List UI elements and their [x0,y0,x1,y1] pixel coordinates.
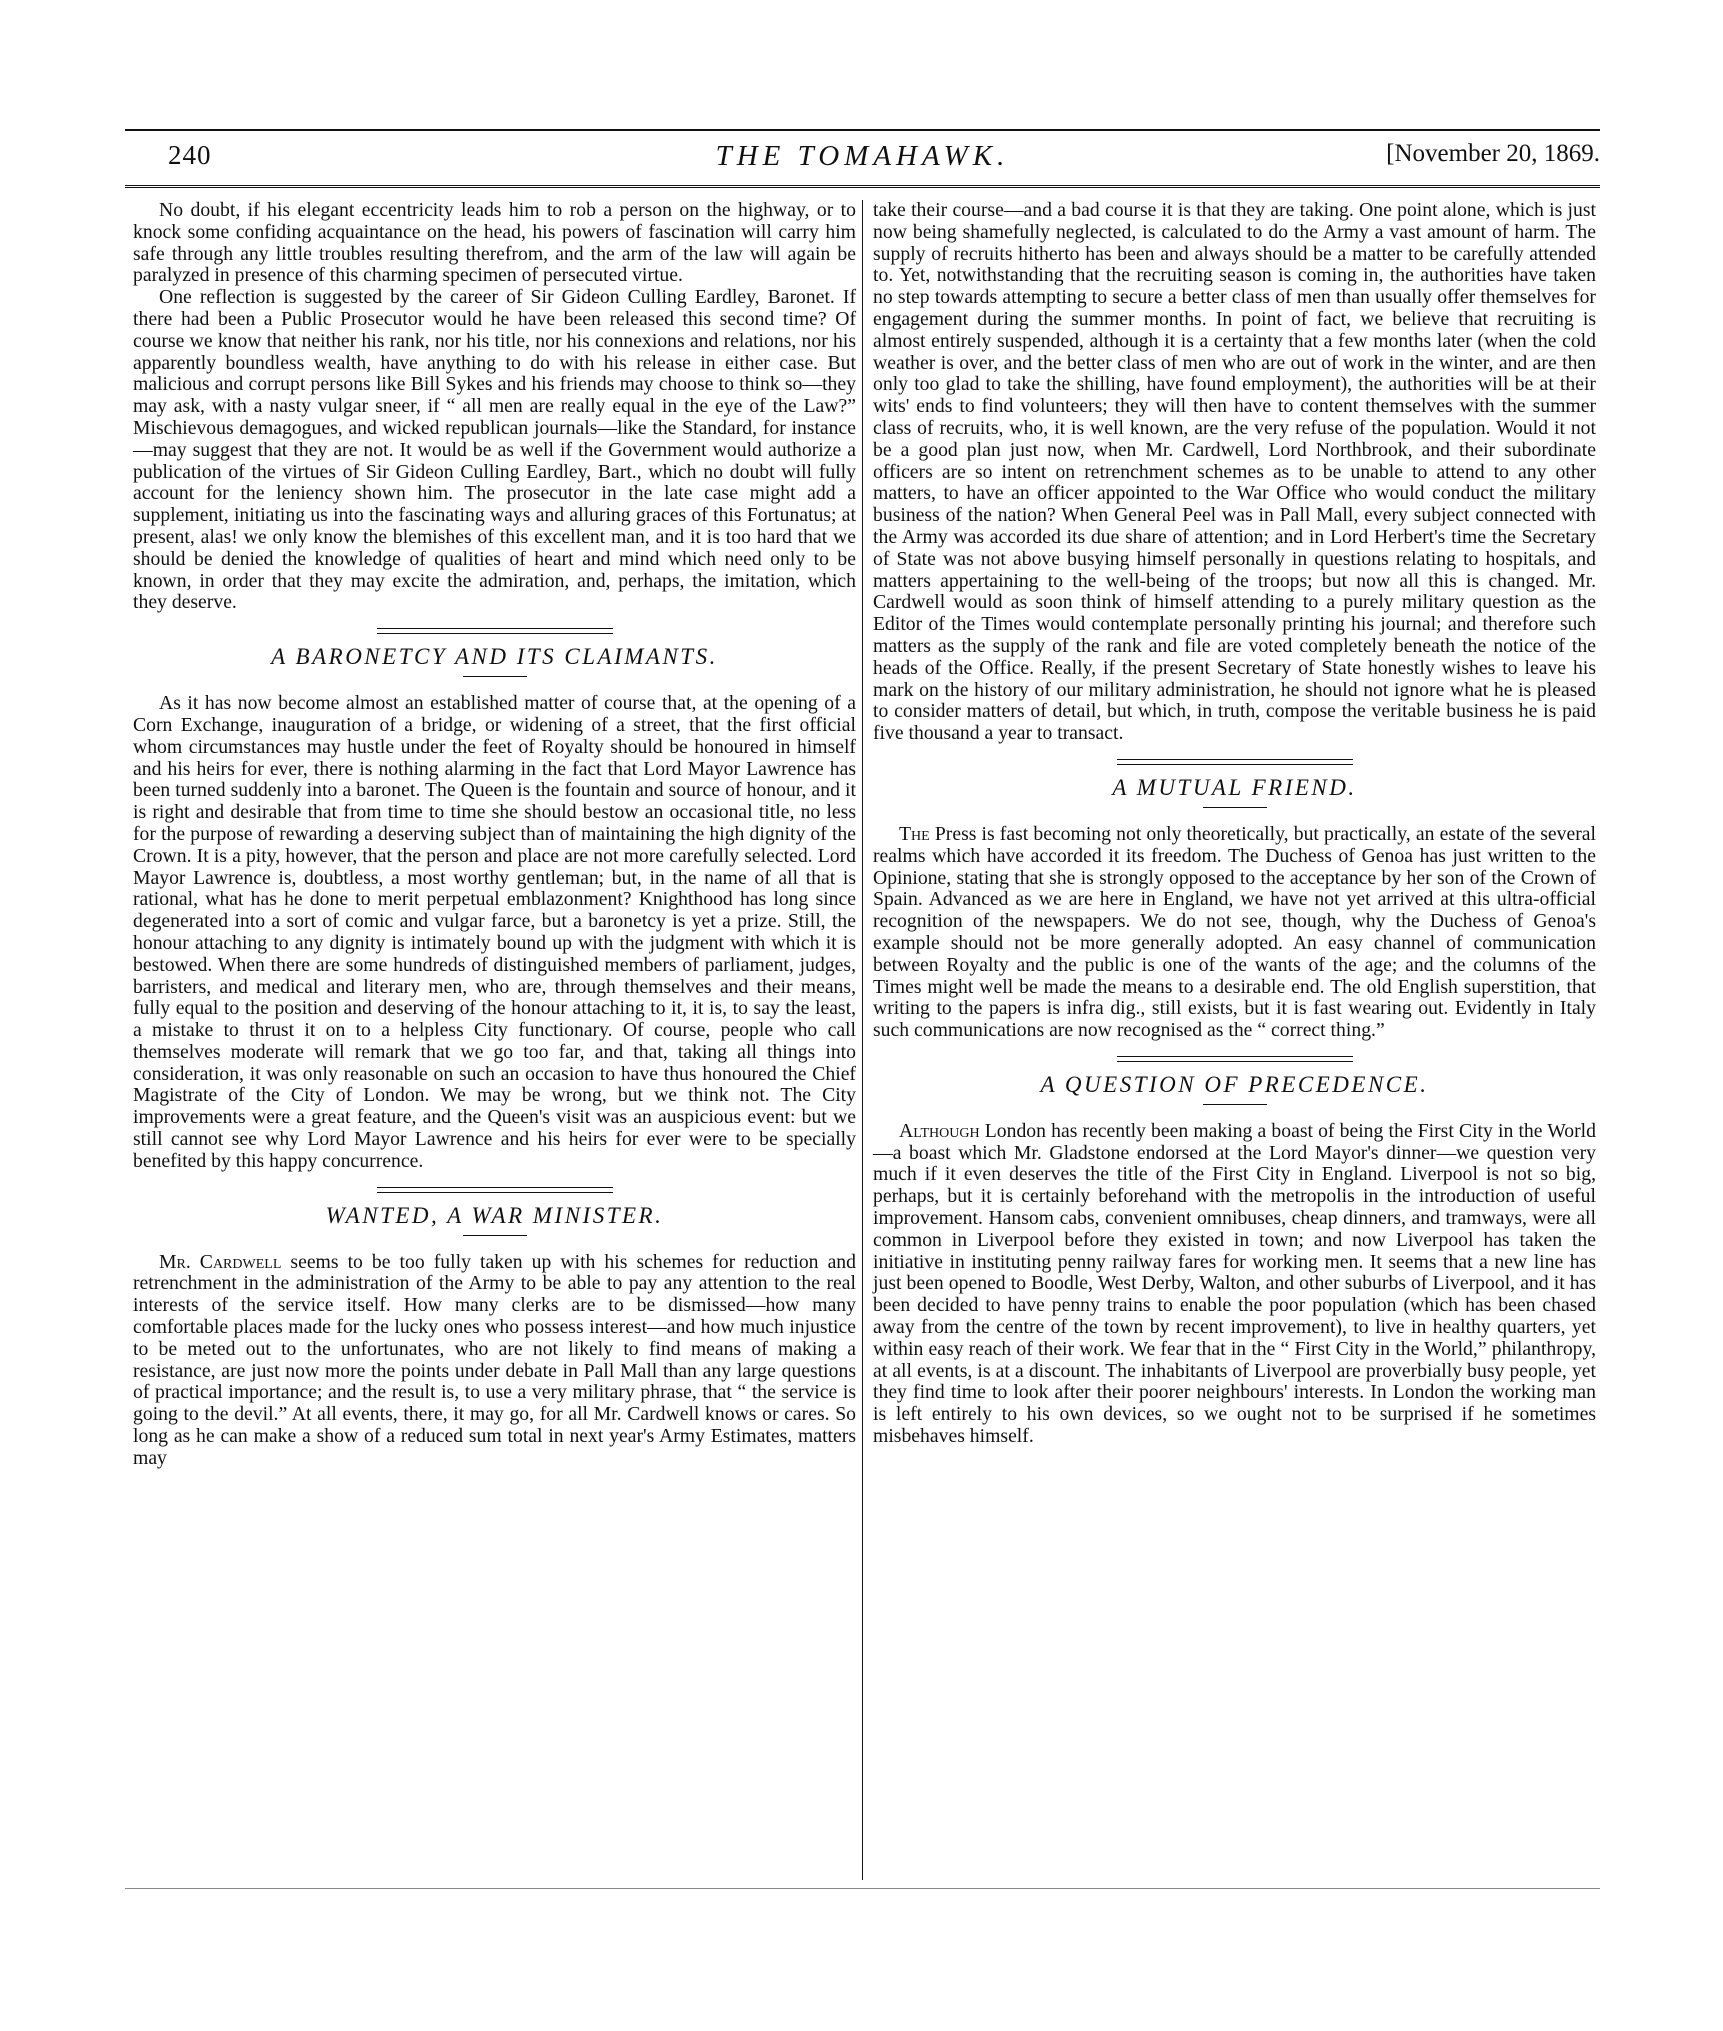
title-underline [1203,1104,1267,1105]
column-separator [862,200,863,1880]
lead-in: The [899,822,930,845]
page-header [125,140,1600,180]
paragraph-body: seems to be too fully taken up with his schemes for reduction and retrenchment in the administration of the Army to be able to pay any attention to the real interests of the service itself. How many clerks are to be dismissed—how many comfortable places made for the lucky ones who possess interest—and how much injustice to be meted out to the unfortunates, who are not likely to find means of making a resistance, are just now more the points under debate in Pall Mall than any large questions of practical importance; and the result is, to use a very military phrase, that “ the service is going to the devil.” At all events, there, it may go, for all Mr. Cardwell knows or cares. So long as he can make a show of a reduced sum total in next year's Army Estimates, matters may [133,1250,856,1469]
issue-date: [November 20, 1869. [1386,140,1600,167]
section-divider [1117,1056,1353,1062]
section-title-mutual-friend: A MUTUAL FRIEND. [1112,774,1357,800]
title-underline [463,676,527,677]
title-underline [463,1235,527,1236]
precedence-paragraph [873,1121,1596,1448]
mutual-friend-paragraph [873,824,1596,1042]
section-divider [377,1187,613,1193]
right-column [873,200,1596,1448]
bottom-rule [125,1888,1600,1889]
section-divider [1117,759,1353,765]
article-continuation-paragraph-1: No doubt, if his elegant eccentricity leads him to rob a person on the highway, or to knock some confiding acquaintance on the head, his powers of fascination will carry him safe through any little troubles resulting therefrom, and the arm of the law will again be paralyzed in presence of this charming specimen of persecuted virtue. [133,199,856,287]
masthead-title: THE TOMAHAWK. [715,140,1010,172]
paragraph-body: Press is fast becoming not only theoretically, but practically, an estate of the several realms which have accorded it its freedom. The Duchess of Genoa has just written to the Opinione, stating that she is strongly opposed to the acceptance by her son of the Crown of Spain. Advanced as we are here in England, we have not yet arrived at this ultra-official recognition of the newspapers. We do not see, though, why the Duchess of Genoa's example should not be more generally adopted. An easy channel of communication between Royalty and the public is one of the wants of the age; and the columns of the Times might well be made the means to a desirable end. The old English superstition, that writing to the papers is infra dig., still exists, but it is fast wearing out. Evidently in Italy such communications are now recognised as the “ correct thing.” [873,822,1596,1042]
paragraph-body: London has recently been making a boast of being the First City in the World—a boast which Mr. Gladstone endorsed at the Lord Mayor's dinner—we question very much if it even deserves the title of the First City in England. Liverpool is not so big, perhaps, but it is certainly beforehand with the metropolis in the introduction of useful improvement. Hansom cabs, convenient omnibuses, cheap dinners, and tramways, were all common in Liverpool before they existed in town; and now Liverpool has taken the initiative in instituting penny railway fares for working men. It seems that a new line has just been opened to Boodle, West Derby, Walton, and other suburbs of Liverpool, and it has been decided to have penny trains to enable the poor population (which has been chased away from the centre of the town by recent improvement), to live in healthy quarters, yet within easy reach of their work. We fear that in the “ First City in the World,” philanthropy, at all events, is at a discount. The inhabitants of Liverpool are proverbially busy people, yet they find time to look after their poorer neighbours' interests. In London the working man is left entirely to his own devices, so we ought not to be surprised if he sometimes misbehaves himself. [873,1119,1596,1448]
page-number: 240 [168,140,212,170]
war-minister-paragraph [133,1252,856,1470]
title-underline [1203,807,1267,808]
section-title-precedence: A QUESTION OF PRECEDENCE. [1040,1071,1429,1097]
lead-in: Mr. Cardwell [159,1250,282,1273]
section-divider [377,628,613,634]
top-rule [125,129,1600,131]
article-continuation-paragraph-2: One reflection is suggested by the career of Sir Gideon Culling Eardley, Baronet. If there had been a Public Prosecutor would he have been released this second time? Of course we know that neither his rank, nor his title, nor his connexions and relations, nor his apparently boundless wealth, have anything to do with his release in either case. But malicious and corrupt persons like Bill Sykes and his friends may choose to think so—they may ask, with a nasty vulgar sneer, if “ all men are really equal in the eye of the Law?” Mischievous demagogues, and wicked republican journals—like the Standard, for instance—may suggest that they are not. It would be as well if the Government would authorize a publication of the virtues of Sir Gideon Culling Eardley, Bart., which no doubt will fully account for the leniency shown him. The prosecutor in the late case might add a supplement, initiating us into the fascinating ways and alluring graces of this Fortunatus; at present, alas! we only know the blemishes of this excellent man, and it is too hard that we should be denied the knowledge of qualities of heart and mind which need only to be known, in order that they may excite the admiration, and, perhaps, the imitation, which they deserve. [133,286,856,614]
baronetcy-paragraph: As it has now become almost an established matter of course that, at the opening of a Corn Exchange, inauguration of a bridge, or widening of a street, that the first official whom circumstances may hustle under the feet of Royalty should be honoured in himself and his heirs for ever, there is nothing alarming in the fact that Lord Mayor Lawrence has been turned suddenly into a baronet. The Queen is the fountain and source of honour, and it is right and desirable that from time to time she should bestow an occasional title, no less for the purpose of rewarding a deserving subject than of maintaining the high dignity of the Crown. It is a pity, however, that the person and place are not more carefully selected. Lord Mayor Lawrence is, doubtless, a most worthy gentleman; but, in the name of all that is rational, what has he done to merit perpetual emblazonment? Knighthood has long since degenerated into a sort of comic and vulgar farce, but a baronetcy is yet a prize. Still, the honour attaching to any dignity is intimately bound up with the judgment with which it is bestowed. When there are some hundreds of distinguished members of parliament, judges, barristers, and medical and literary men, who are, through themselves and their means, fully equal to the position and deserving of the honour attaching to it, it is, to say the least, a mistake to thrust it on to a helpless City functionary. Of course, people who call themselves moderate will remark that we go too far, and that, taking all things into consideration, it was only reasonable on such an occasion to have thus honoured the Chief Magistrate of the City of London. We may be wrong, but we think not. The City improvements were a great feature, and the Queen's visit was an auspicious event: but we still cannot see why Lord Mayor Lawrence and his heirs for ever were to be specially benefited by this happy concurrence. [133,692,856,1172]
section-title-baronetcy: A BARONETCY AND ITS CLAIMANTS. [271,644,718,670]
lead-in: Although [899,1119,980,1142]
header-rule [125,185,1600,188]
section-title-war-minister: WANTED, A WAR MINISTER. [325,1202,664,1228]
left-column [133,200,856,1470]
war-minister-continuation: take their course—and a bad course it is that they are taking. One point alone, which is just now being shamefully neglected, is calculated to do the Army a vast amount of harm. The supply of recruits hitherto has been and always should be a matter to be carefully attended to. Yet, notwithstanding that the recruiting season is coming in, the authorities have taken no step towards attempting to secure a better class of men than usually offer themselves for engagement during the summer months. In point of fact, we believe that recruiting is almost entirely suspended, although it is a certainty that a few months later (when the cold weather is over, and the better class of men who are out of work in the winter, and are then only too glad to take the shilling, have found employment), the authorities will be at their wits' ends to find volunteers; they will then have to content themselves with the summer class of recruits, who, it is well known, are the very refuse of the population. Would it not be a good plan just now, when Mr. Cardwell, Lord Northbrook, and their subordinate officers are so intent on retrenchment schemes as to be unable to attend to any other matters, to have an officer appointed to the War Office who would conduct the military business of the nation? When General Peel was in Pall Mall, every subject connected with the Army was accorded its due share of attention; and in Lord Herbert's time the Secretary of State was not above busying himself personally in questions relating to hospitals, and matters appertaining to the well-being of the troops; but now all this is changed. Mr. Cardwell would as soon think of himself attending to a purely military question as the Editor of the Times would contemplate personally printing his journal; and therefore such matters as the supply of the rank and file are voted completely beneath the notice of the heads of the Office. Really, if the present Secretary of State honestly wishes to leave his mark on the history of our military administration, he should not ignore what he is pleased to consider matters of detail, but which, in truth, compose the veritable business he is paid five thousand a year to transact. [873,199,1596,745]
